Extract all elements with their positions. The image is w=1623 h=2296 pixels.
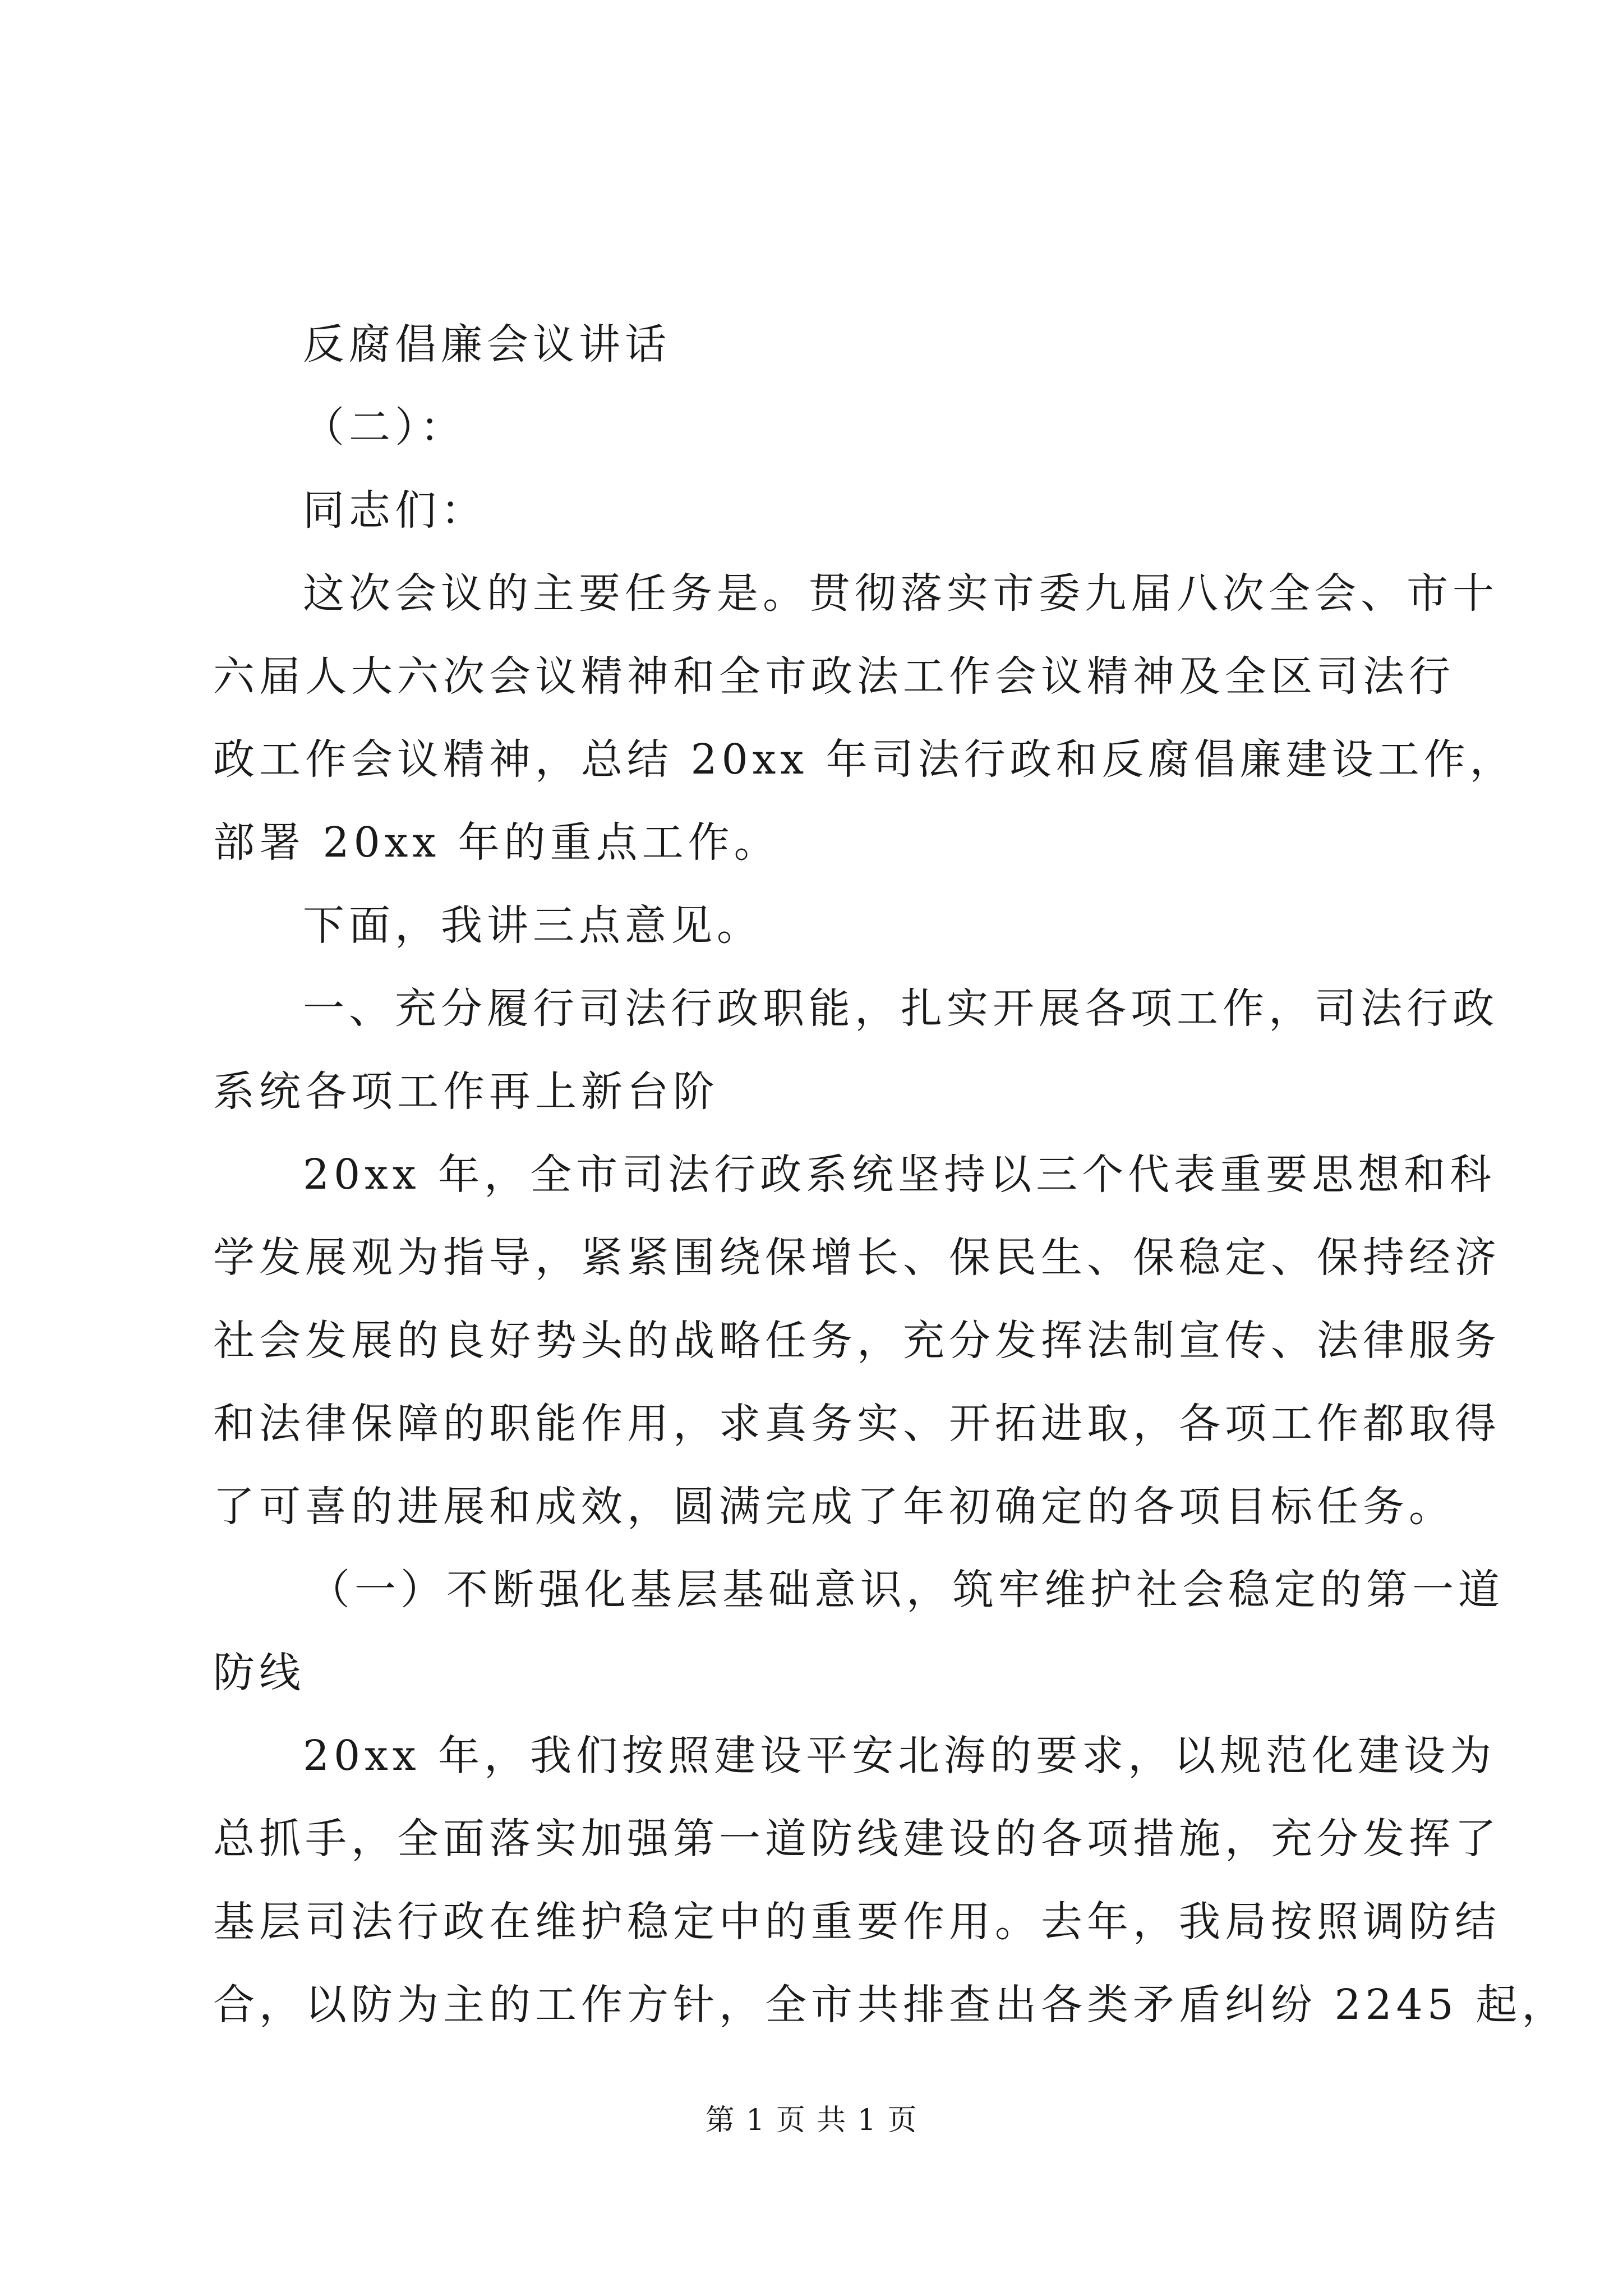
paragraph-line: 20xx 年，全市司法行政系统坚持以三个代表重要思想和科 (303, 1151, 1496, 1199)
page-number-footer: 第 1 页 共 1 页 (705, 2104, 918, 2137)
document-body (213, 303, 1568, 2046)
subheading-line: （一）不断强化基层基础意识，筑牢维护社会稳定的第一道 (308, 1566, 1504, 1614)
salutation: 同志们： (303, 486, 487, 535)
paragraph-line: 合，以防为主的工作方针，全市共排查出各类矛盾纠纷 2245 起， (213, 1981, 1568, 2029)
paragraph-line: 这次会议的主要任务是。贯彻落实市委九届八次全会、市十 (303, 569, 1498, 618)
paragraph-line: 部署 20xx 年的重点工作。 (213, 818, 780, 867)
section-marker: （二）： (303, 403, 466, 452)
document-title: 反腐倡廉会议讲话 (303, 320, 671, 369)
paragraph-line: 20xx 年，我们按照建设平安北海的要求，以规范化建设为 (303, 1732, 1496, 1780)
heading-line: 系统各项工作再上新台阶 (213, 1068, 719, 1116)
paragraph-line: 政工作会议精神，总结 20xx 年司法行政和反腐倡廉建设工作， (213, 735, 1516, 784)
paragraph-line: 六届人大六次会议精神和全市政法工作会议精神及全区司法行 (213, 652, 1455, 701)
paragraph-line: 下面，我讲三点意见。 (303, 901, 763, 950)
paragraph-line: 基层司法行政在维护稳定中的重要作用。去年，我局按照调防结 (213, 1898, 1501, 1946)
paragraph-line: 了可喜的进展和成效，圆满完成了年初确定的各项目标任务。 (213, 1483, 1455, 1531)
paragraph-line: 学发展观为指导，紧紧围绕保增长、保民生、保稳定、保持经济 (213, 1234, 1501, 1282)
subheading-line: 防线 (213, 1649, 305, 1697)
heading-line: 一、充分履行司法行政职能，扎实开展各项工作，司法行政 (303, 984, 1498, 1033)
paragraph-line: 总抓手，全面落实加强第一道防线建设的各项措施，充分发挥了 (213, 1815, 1501, 1863)
paragraph-line: 和法律保障的职能作用，求真务实、开拓进取，各项工作都取得 (213, 1400, 1501, 1448)
paragraph-line: 社会发展的良好势头的战略任务，充分发挥法制宣传、法律服务 (213, 1317, 1501, 1365)
